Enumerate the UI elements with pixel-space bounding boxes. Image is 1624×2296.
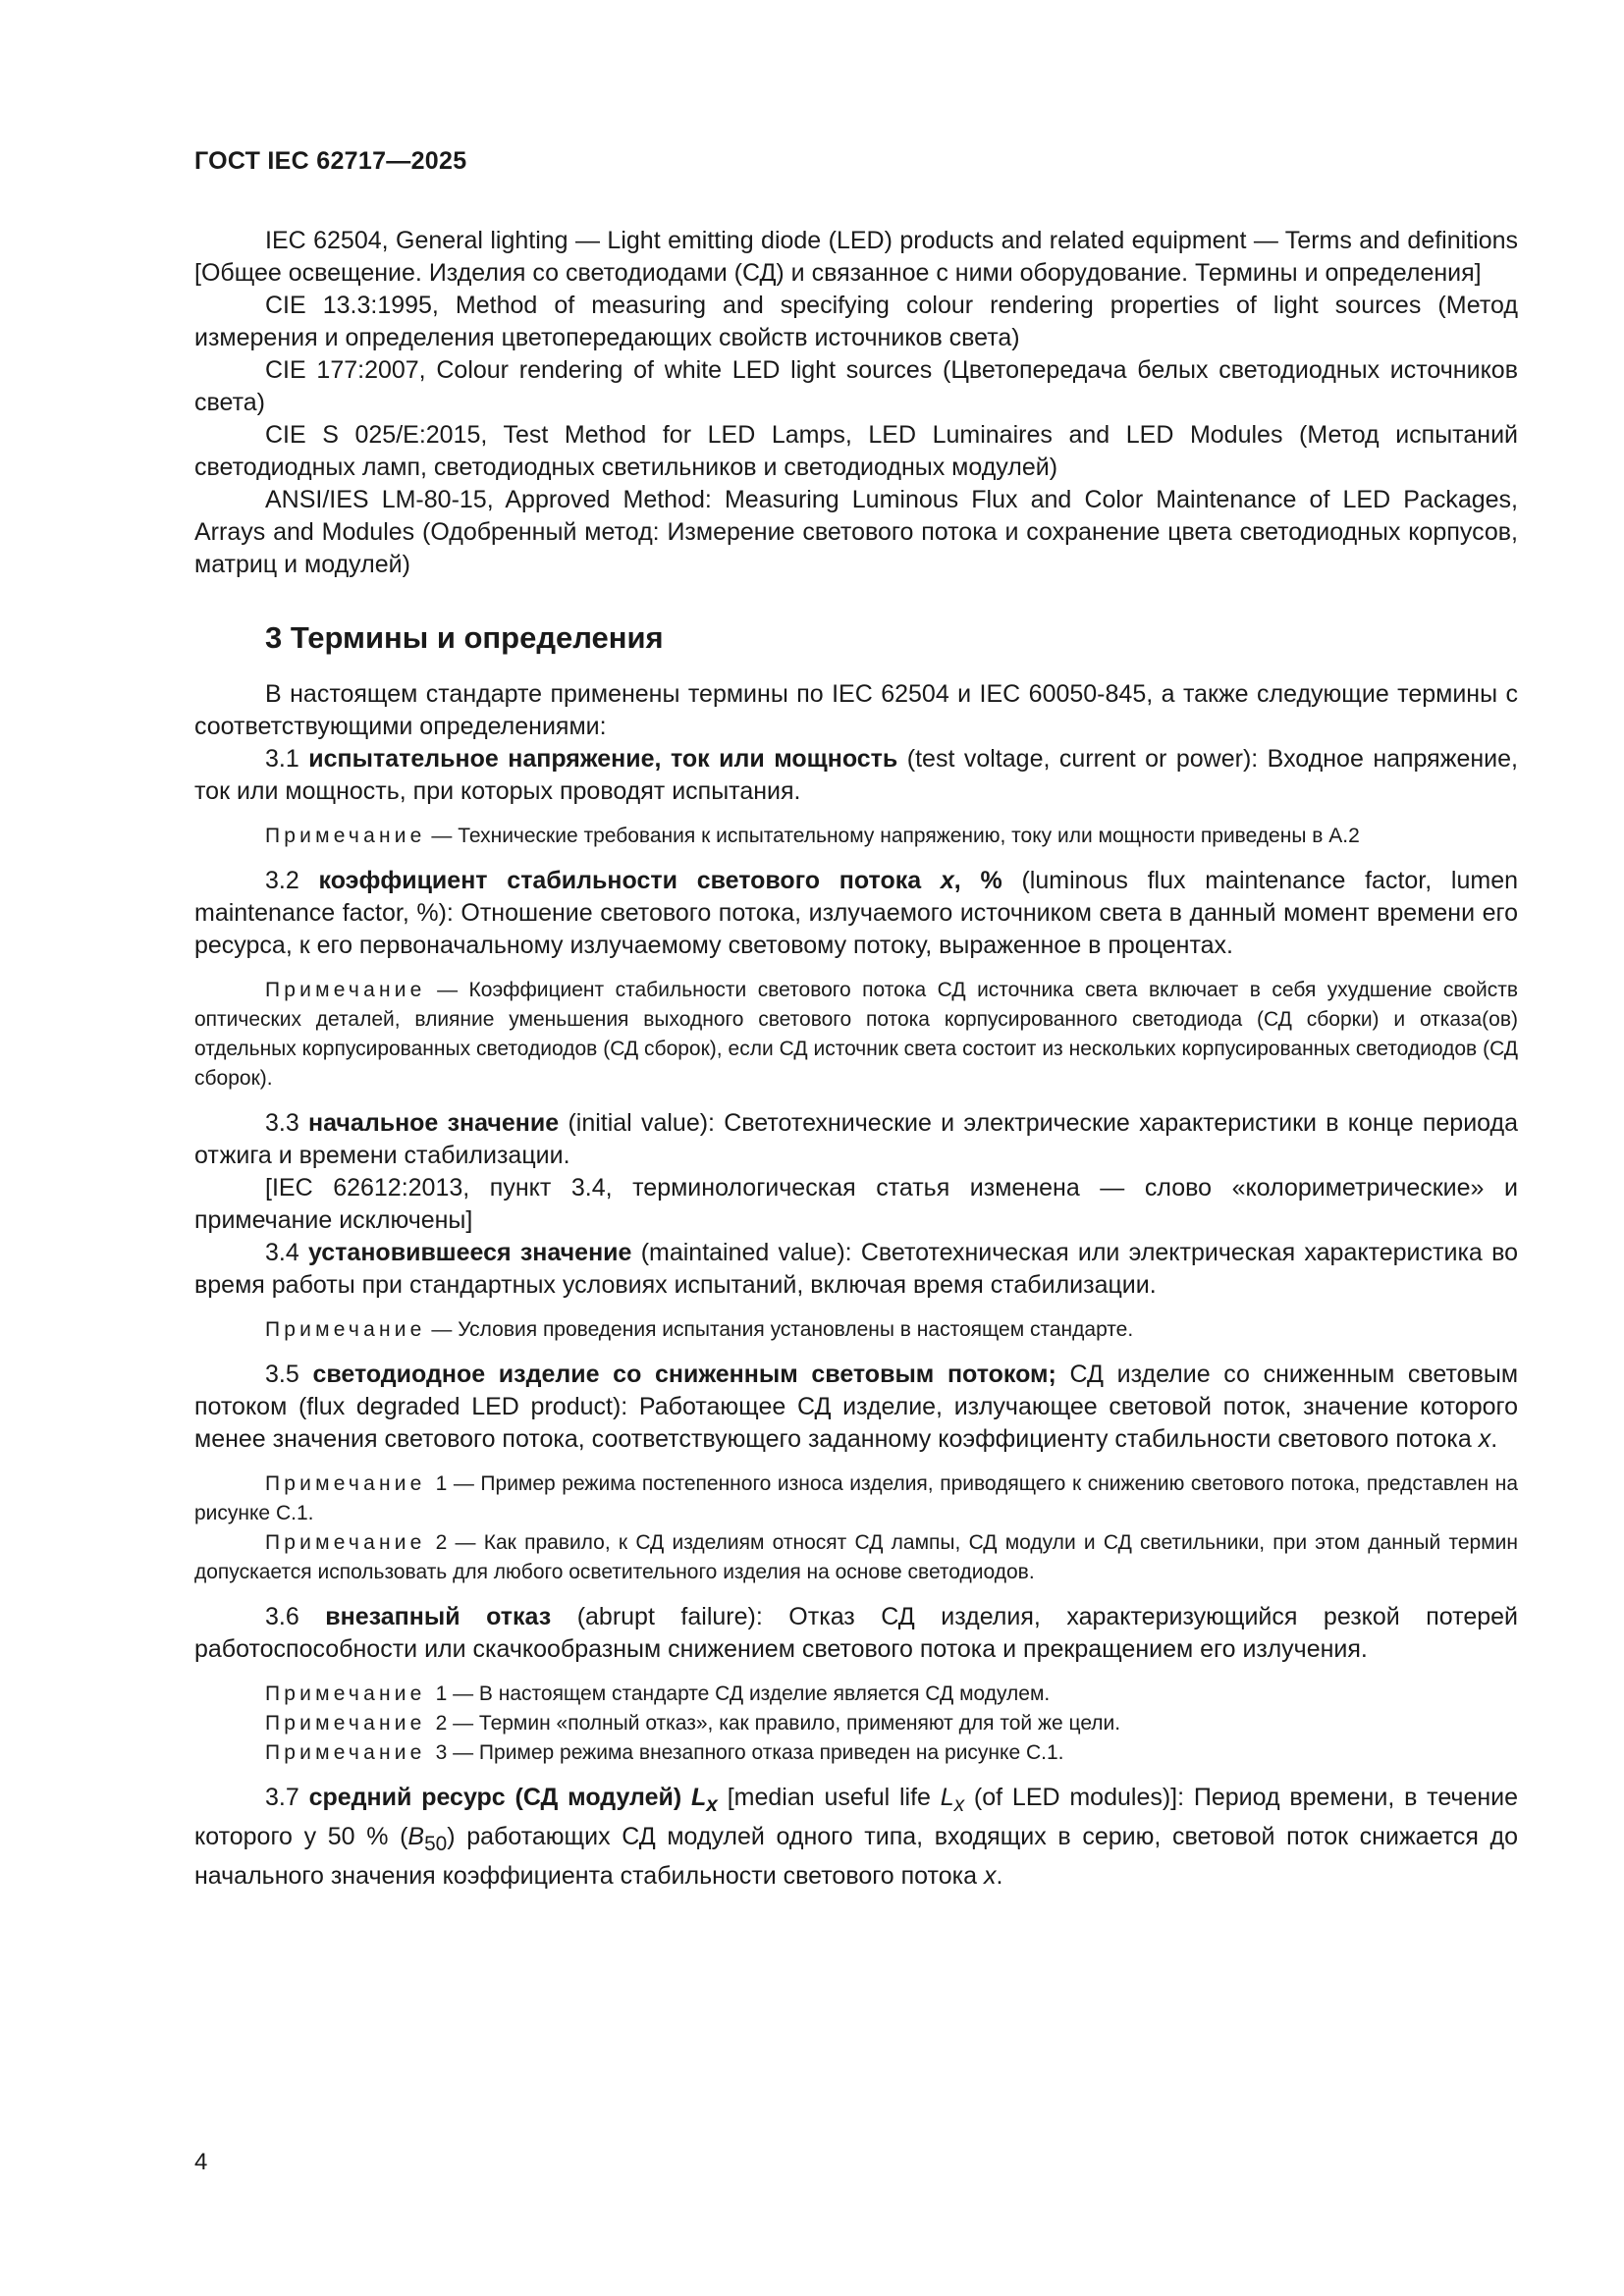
note-label: Примечание [265, 1531, 426, 1554]
note-label: Примечание [265, 979, 426, 1001]
reference-item: CIE 177:2007, Colour rendering of white LED light sources (Цветопередача белых светодиодных источников света) [194, 356, 1518, 416]
term-definition: ) работающих СД модулей одного типа, входящих в серию, световой поток снижается до начального значения коэффициента стабильности светового потока [194, 1823, 1519, 1890]
term-symbol [691, 1784, 718, 1816]
page-content [194, 225, 1518, 1893]
term-3-6 [194, 1601, 1518, 1666]
term-definition: [median useful life [727, 1784, 941, 1811]
term-name: начальное значение [308, 1109, 560, 1137]
note-text: — Пример режима внезапного отказа приведен на рисунке С.1. [453, 1741, 1064, 1764]
term-3-3 [194, 1107, 1518, 1172]
page-number: 4 [194, 2149, 208, 2175]
note-number: 2 [435, 1712, 448, 1735]
note [194, 1315, 1518, 1345]
term-name [319, 867, 1002, 894]
term-name-part: , % [953, 867, 1002, 894]
note [194, 822, 1518, 851]
reference-item: CIE S 025/E:2015, Test Method for LED Lamps, LED Luminaires and LED Modules (Метод испытаний светодиодных ламп, светодиодных светильников и светодиодных модулей) [194, 421, 1518, 481]
term-number: 3.4 [265, 1239, 299, 1266]
term-definition: СД изделие со сниженным световым потоком (flux degraded LED product): Работающее СД изделие, излучающее световой поток, значение которого менее значения светового потока, соответствующего заданному коэффициенту стабильности светового потока [194, 1361, 1519, 1453]
term-variable: x [983, 1862, 997, 1890]
note [194, 1528, 1518, 1587]
symbol-subscript: 50 [424, 1833, 448, 1855]
reference-item: ANSI/IES LM-80-15, Approved Method: Measuring Luminous Flux and Color Maintenance of LED Packages, Arrays and Modules (Одобренный метод: Измерение светового потока и сохранение цвета светодиодных корпусов, матриц и модулей) [194, 486, 1518, 578]
symbol-letter: L [691, 1784, 707, 1811]
section-intro: В настоящем стандарте применены термины по IEC 62504 и IEC 60050-845, а также следующие термины с соответствующими определениями: [194, 680, 1518, 740]
term-number: 3.5 [265, 1361, 299, 1388]
note-number: 1 [435, 1472, 448, 1495]
term-number: 3.7 [265, 1784, 299, 1811]
section-heading: 3 Термины и определения [265, 620, 664, 655]
term-3-7 [194, 1782, 1518, 1893]
term-3-5 [194, 1359, 1518, 1456]
note-number: 1 [435, 1682, 448, 1705]
term-name: средний ресурс (СД модулей) [308, 1784, 682, 1811]
note-text: — Технические требования к испытательному напряжению, току или мощности приведены в А.2 [431, 825, 1360, 847]
note [194, 1709, 1518, 1738]
note [194, 1680, 1518, 1709]
term-definition: (of LED modules)]: Период времени, в течение которого у 50 % ( [194, 1784, 1519, 1850]
symbol-letter: B [407, 1823, 425, 1850]
term-name: установившееся значение [308, 1239, 632, 1266]
term-number: 3.3 [265, 1109, 299, 1137]
note-text: — Как правило, к СД изделиям относят СД лампы, СД модули и СД светильники, при этом данный термин допускается использовать для любого осветительного изделия на основе светодиодов. [194, 1531, 1518, 1583]
term-name-part: коэффициент стабильности светового потока [318, 867, 941, 894]
note-label: Примечание [265, 1712, 426, 1735]
note-text: — Термин «полный отказ», как правило, применяют для той же цели. [453, 1712, 1121, 1735]
reference-item: IEC 62504, General lighting — Light emitting diode (LED) products and related equipment — Terms and definitions [Общее освещение. Изделия со светодиодами (СД) и связанное с ними оборудование. Термины и определения] [194, 227, 1518, 287]
note-label: Примечание [265, 1682, 426, 1705]
note-label: Примечание [265, 1472, 426, 1495]
note-number: 2 [435, 1531, 448, 1554]
reference-item: CIE 13.3:1995, Method of measuring and specifying colour rendering properties of light sources (Метод измерения и определения цветопередающих свойств источников света) [194, 292, 1518, 351]
term-variable: x [1478, 1425, 1491, 1453]
note [194, 1738, 1518, 1768]
note-number: 3 [435, 1741, 448, 1764]
symbol-letter: L [940, 1784, 954, 1811]
term-name: внезапный отказ [325, 1603, 552, 1630]
term-definition: (initial value): Светотехнические и электрические характеристики в конце периода отжига и времени стабилизации. [194, 1109, 1519, 1169]
term-definition: (abrupt failure): Отказ СД изделия, характеризующийся резкой потерей работоспособности или скачкообразным снижением светового потока и прекращением его излучения. [194, 1603, 1519, 1663]
term-name: испытательное напряжение, ток или мощность [308, 745, 898, 773]
term-definition-end: . [1490, 1425, 1498, 1453]
symbol-subscript: x [953, 1793, 965, 1816]
note-label: Примечание [265, 1318, 426, 1341]
note-text: — Условия проведения испытания установлены в настоящем стандарте. [431, 1318, 1134, 1341]
note-text: — Коэффициент стабильности светового потока СД источника света включает в себя ухудшение свойств оптических деталей, влияние уменьшения выходного светового потока корпусированного светодиода (СД сборки) и отказа(ов) отдельных корпусированных светодиодов (СД сборок), если СД источник света состоит из нескольких корпусированных светодиодов (СД сборок). [194, 979, 1518, 1090]
term-3-1 [194, 743, 1518, 808]
note [194, 976, 1518, 1094]
note-label: Примечание [265, 825, 426, 847]
term-3-4 [194, 1237, 1518, 1302]
term-source: [IEC 62612:2013, пункт 3.4, терминологическая статья изменена — слово «колориметрические» и примечание исключены] [194, 1174, 1518, 1234]
document-header: ГОСТ IEC 62717—2025 [194, 147, 467, 175]
symbol-subscript: x [706, 1793, 718, 1816]
term-definition: (luminous flux maintenance factor, lumen maintenance factor, %): Отношение светового потока, излучаемого источником света в данный момент времени его ресурса, к его первоначальному излучаемому световому потоку, выраженное в процентах. [194, 867, 1519, 959]
term-definition-end: . [996, 1862, 1003, 1890]
note-text: — Пример режима постепенного износа изделия, приводящего к снижению светового потока, представлен на рисунке С.1. [194, 1472, 1518, 1524]
term-name: светодиодное изделие со сниженным световым потоком; [312, 1361, 1056, 1388]
term-number: 3.6 [265, 1603, 299, 1630]
term-number: 3.1 [265, 745, 299, 773]
term-definition: (maintained value): Светотехническая или электрическая характеристика во время работы при стандартных условиях испытаний, включая время стабилизации. [194, 1239, 1518, 1299]
term-variable: x [940, 867, 954, 894]
term-3-2 [194, 865, 1518, 962]
term-definition: (test voltage, current or power): Входное напряжение, ток или мощность, при которых проводят испытания. [194, 745, 1518, 805]
note [194, 1469, 1518, 1528]
note-label: Примечание [265, 1741, 426, 1764]
note-text: — В настоящем стандарте СД изделие является СД модулем. [453, 1682, 1051, 1705]
term-number: 3.2 [265, 867, 299, 894]
